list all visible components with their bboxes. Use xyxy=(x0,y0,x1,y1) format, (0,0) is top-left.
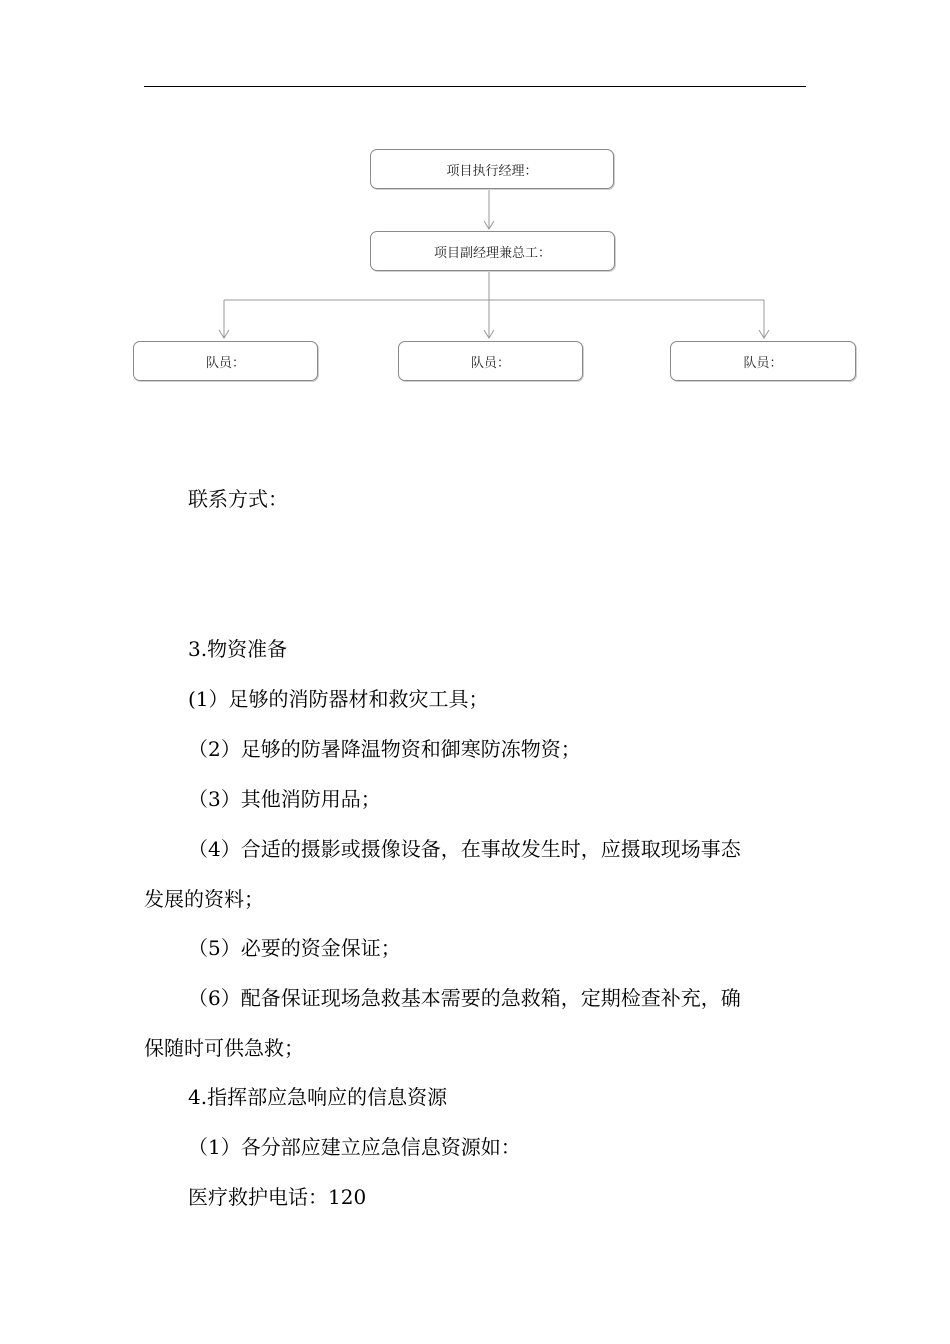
list-item: （1）各分部应建立应急信息资源如： xyxy=(188,1135,521,1159)
list-item: （5）必要的资金保证； xyxy=(188,936,401,960)
org-chart xyxy=(0,0,950,400)
list-item: （6）配备保证现场急救基本需要的急救箱，定期检查补充，确 xyxy=(188,986,741,1010)
org-chart-connectors xyxy=(0,0,950,400)
org-box-member-left: 队员： xyxy=(133,341,318,381)
org-box-member-center: 队员： xyxy=(398,341,583,381)
contact-label: 联系方式： xyxy=(188,487,288,511)
list-item-continuation: 保随时可供急救； xyxy=(144,1036,304,1060)
list-item: （2）足够的防暑降温物资和御寒防冻物资； xyxy=(188,737,581,761)
list-item: （4）合适的摄影或摄像设备，在事故发生时，应摄取现场事态 xyxy=(188,837,741,861)
emergency-phone-line: 医疗救护电话：120 xyxy=(188,1185,367,1209)
org-box-executive-manager: 项目执行经理： xyxy=(370,149,614,189)
list-item-continuation: 发展的资料； xyxy=(144,887,264,911)
org-box-member-right: 队员： xyxy=(670,341,856,381)
section-3-heading: 3.物资准备 xyxy=(188,637,288,661)
list-item: （3）其他消防用品； xyxy=(188,787,381,811)
section-4-heading: 4.指挥部应急响应的信息资源 xyxy=(188,1085,448,1109)
org-box-deputy-manager: 项目副经理兼总工： xyxy=(370,231,615,271)
list-item: (1）足够的消防器材和救灾工具； xyxy=(188,687,489,711)
